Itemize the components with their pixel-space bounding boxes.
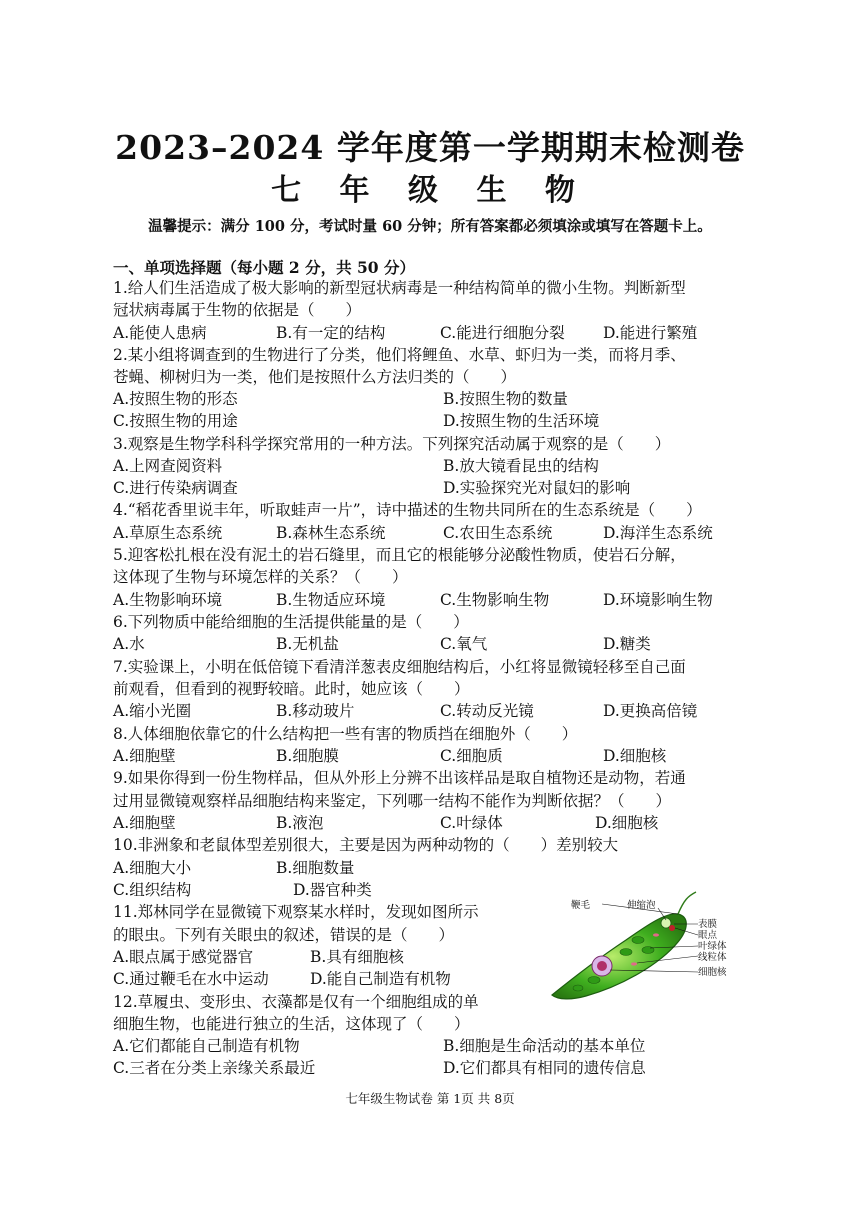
- q7-stem-line1: 7.实验课上，小明在低倍镜下看清洋葱表皮细胞结构后，小红将显微镜轻移至自己面: [113, 658, 686, 676]
- q4-option-a: A.草原生态系统: [113, 524, 223, 542]
- q11-option-b: B.具有细胞核: [310, 948, 404, 966]
- q5-stem-line2: 这体现了生物与环境怎样的关系？（ ）: [113, 568, 408, 586]
- label-mitochondria: 线粒体: [698, 952, 727, 963]
- q6-option-b: B.无机盐: [276, 635, 339, 653]
- q9-option-d: D.细胞核: [595, 814, 659, 832]
- q6-option-c: C.氧气: [440, 635, 488, 653]
- q1-stem-line1: 1.给人们生活造成了极大影响的新型冠状病毒是一种结构简单的微小生物。判断新型: [113, 279, 686, 297]
- flagellum-line: [678, 892, 696, 914]
- label-contractile-vacuole: 伸缩泡: [627, 900, 656, 911]
- chloroplast: [573, 985, 583, 991]
- q12-option-c: C.三者在分类上亲缘关系最近: [113, 1059, 316, 1077]
- q11-option-d: D.能自己制造有机物: [310, 970, 451, 988]
- q3-option-a: A.上网查阅资料: [113, 457, 223, 475]
- q5-option-b: B.生物适应环境: [276, 591, 386, 609]
- q11-option-a: A.眼点属于感觉器官: [113, 948, 254, 966]
- q3-option-c: C.进行传染病调查: [113, 479, 238, 497]
- q9-stem-line1: 9.如果你得到一份生物样品，但从外形上分辨不出该样品是取自植物还是动物，若通: [113, 769, 686, 787]
- exam-title: 2023–2024 学年度第一学期期末检测卷: [115, 128, 745, 167]
- q2-stem-line2: 苍蝇、柳树归为一类，他们是按照什么方法归类的（ ）: [113, 368, 517, 386]
- q10-option-c: C.组织结构: [113, 881, 192, 899]
- q7-option-b: B.移动玻片: [276, 702, 355, 720]
- q3-option-b: B.放大镜看昆虫的结构: [443, 457, 599, 475]
- q11-stem-line2: 的眼虫。下列有关眼虫的叙述，错误的是（ ）: [113, 926, 455, 944]
- q5-option-d: D.环境影响生物: [603, 591, 713, 609]
- label-membrane: 表膜: [698, 919, 718, 930]
- q4-stem-line1: 4.“稻花香里说丰年，听取蛙声一片”，诗中描述的生物共同所在的生态系统是（ ）: [113, 501, 702, 519]
- q12-option-d: D.它们都具有相同的遗传信息: [443, 1059, 646, 1077]
- label-eyespot: 眼点: [698, 930, 718, 941]
- chloroplast: [642, 947, 654, 954]
- q8-option-c: C.细胞质: [440, 747, 503, 765]
- q1-option-c: C.能进行细胞分裂: [440, 324, 565, 342]
- q1-option-a: A.能使人患病: [113, 324, 207, 342]
- q10-option-d: D.器官种类: [293, 881, 372, 899]
- q12-option-a: A.它们都能自己制造有机物: [113, 1037, 300, 1055]
- q7-option-d: D.更换高倍镜: [603, 702, 698, 720]
- q3-stem-line1: 3.观察是生物学科科学探究常用的一种方法。下列探究活动属于观察的是（ ）: [113, 435, 671, 453]
- q1-stem-line2: 冠状病毒属于生物的依据是（ ）: [113, 301, 362, 319]
- chloroplast: [588, 977, 600, 984]
- q2-option-b: B.按照生物的数量: [443, 390, 568, 408]
- label-flagellum: 鞭毛: [571, 900, 591, 911]
- q12-stem-line1: 12.草履虫、变形虫、衣藻都是仅有一个细胞组成的单: [113, 993, 479, 1011]
- q8-option-a: A.细胞壁: [113, 747, 176, 765]
- label-nucleus: 细胞核: [698, 967, 727, 978]
- page-footer: 七年级生物试卷 第 1页 共 8页: [345, 1091, 515, 1106]
- q6-option-d: D.糖类: [603, 635, 651, 653]
- q9-option-c: C.叶绿体: [440, 814, 503, 832]
- q1-option-d: D.能进行繁殖: [603, 324, 698, 342]
- exam-tip: 温馨提示：满分 100 分，考试时量 60 分钟；所有答案都必须填涂或填写在答题卡上。: [148, 218, 712, 235]
- q12-option-b: B.细胞是生命活动的基本单位: [443, 1037, 646, 1055]
- q3-option-d: D.实验探究光对鼠妇的影响: [443, 479, 631, 497]
- q2-option-d: D.按照生物的生活环境: [443, 412, 600, 430]
- label-chloroplast: 叶绿体: [698, 941, 727, 952]
- q2-stem-line1: 2.某小组将调查到的生物进行了分类，他们将鲤鱼、水草、虾归为一类，而将月季、: [113, 346, 686, 364]
- q9-option-a: A.细胞壁: [113, 814, 176, 832]
- q8-stem-line1: 8.人体细胞依靠它的什么结构把一些有害的物质挡在细胞外（ ）: [113, 725, 578, 743]
- q5-option-a: A.生物影响环境: [113, 591, 223, 609]
- q12-stem-line2: 细胞生物，也能进行独立的生活，这体现了（ ）: [113, 1015, 470, 1033]
- q7-option-a: A.缩小光圈: [113, 702, 192, 720]
- eyespot: [669, 925, 675, 931]
- q2-option-a: A.按照生物的形态: [113, 390, 238, 408]
- q8-option-d: D.细胞核: [603, 747, 667, 765]
- q4-option-b: B.森林生态系统: [276, 524, 386, 542]
- q9-stem-line2: 过用显微镜观察样品细胞结构来鉴定，下列哪一结构不能作为判断依据？（ ）: [113, 792, 672, 810]
- q11-option-c: C.通过鞭毛在水中运动: [113, 970, 269, 988]
- mitochondrion: [631, 962, 637, 965]
- chloroplast: [620, 949, 632, 956]
- exam-subtitle: 七 年 级 生 物: [271, 173, 589, 208]
- q7-option-c: C.转动反光镜: [440, 702, 534, 720]
- section-title: 一、单项选择题（每小题 2 分，共 50 分）: [113, 258, 415, 277]
- mitochondrion: [653, 933, 659, 936]
- chloroplast: [632, 937, 644, 944]
- q9-option-b: B.液泡: [276, 814, 324, 832]
- q10-option-b: B.细胞数量: [276, 859, 355, 877]
- q6-stem-line1: 6.下列物质中能给细胞的生活提供能量的是（ ）: [113, 613, 469, 631]
- q4-option-c: C.农田生态系统: [443, 524, 553, 542]
- q7-stem-line2: 前观看，但看到的视野较暗。此时，她应该（ ）: [113, 680, 470, 698]
- q10-option-a: A.细胞大小: [113, 859, 192, 877]
- euglena-figure: [538, 890, 746, 1002]
- q1-option-b: B.有一定的结构: [276, 324, 386, 342]
- q2-option-c: C.按照生物的用途: [113, 412, 238, 430]
- q8-option-b: B.细胞膜: [276, 747, 339, 765]
- q6-option-a: A.水: [113, 635, 145, 653]
- q10-stem-line1: 10.非洲象和老鼠体型差别很大，主要是因为两种动物的（ ）差别较大: [113, 836, 619, 854]
- q5-stem-line1: 5.迎客松扎根在没有泥土的岩石缝里，而且它的根能够分泌酸性物质，使岩石分解，: [113, 546, 686, 564]
- nucleolus: [597, 961, 607, 971]
- q5-option-c: C.生物影响生物: [440, 591, 550, 609]
- q4-option-d: D.海洋生态系统: [603, 524, 713, 542]
- q11-stem-line1: 11.郑林同学在显微镜下观察某水样时，发现如图所示: [113, 903, 479, 921]
